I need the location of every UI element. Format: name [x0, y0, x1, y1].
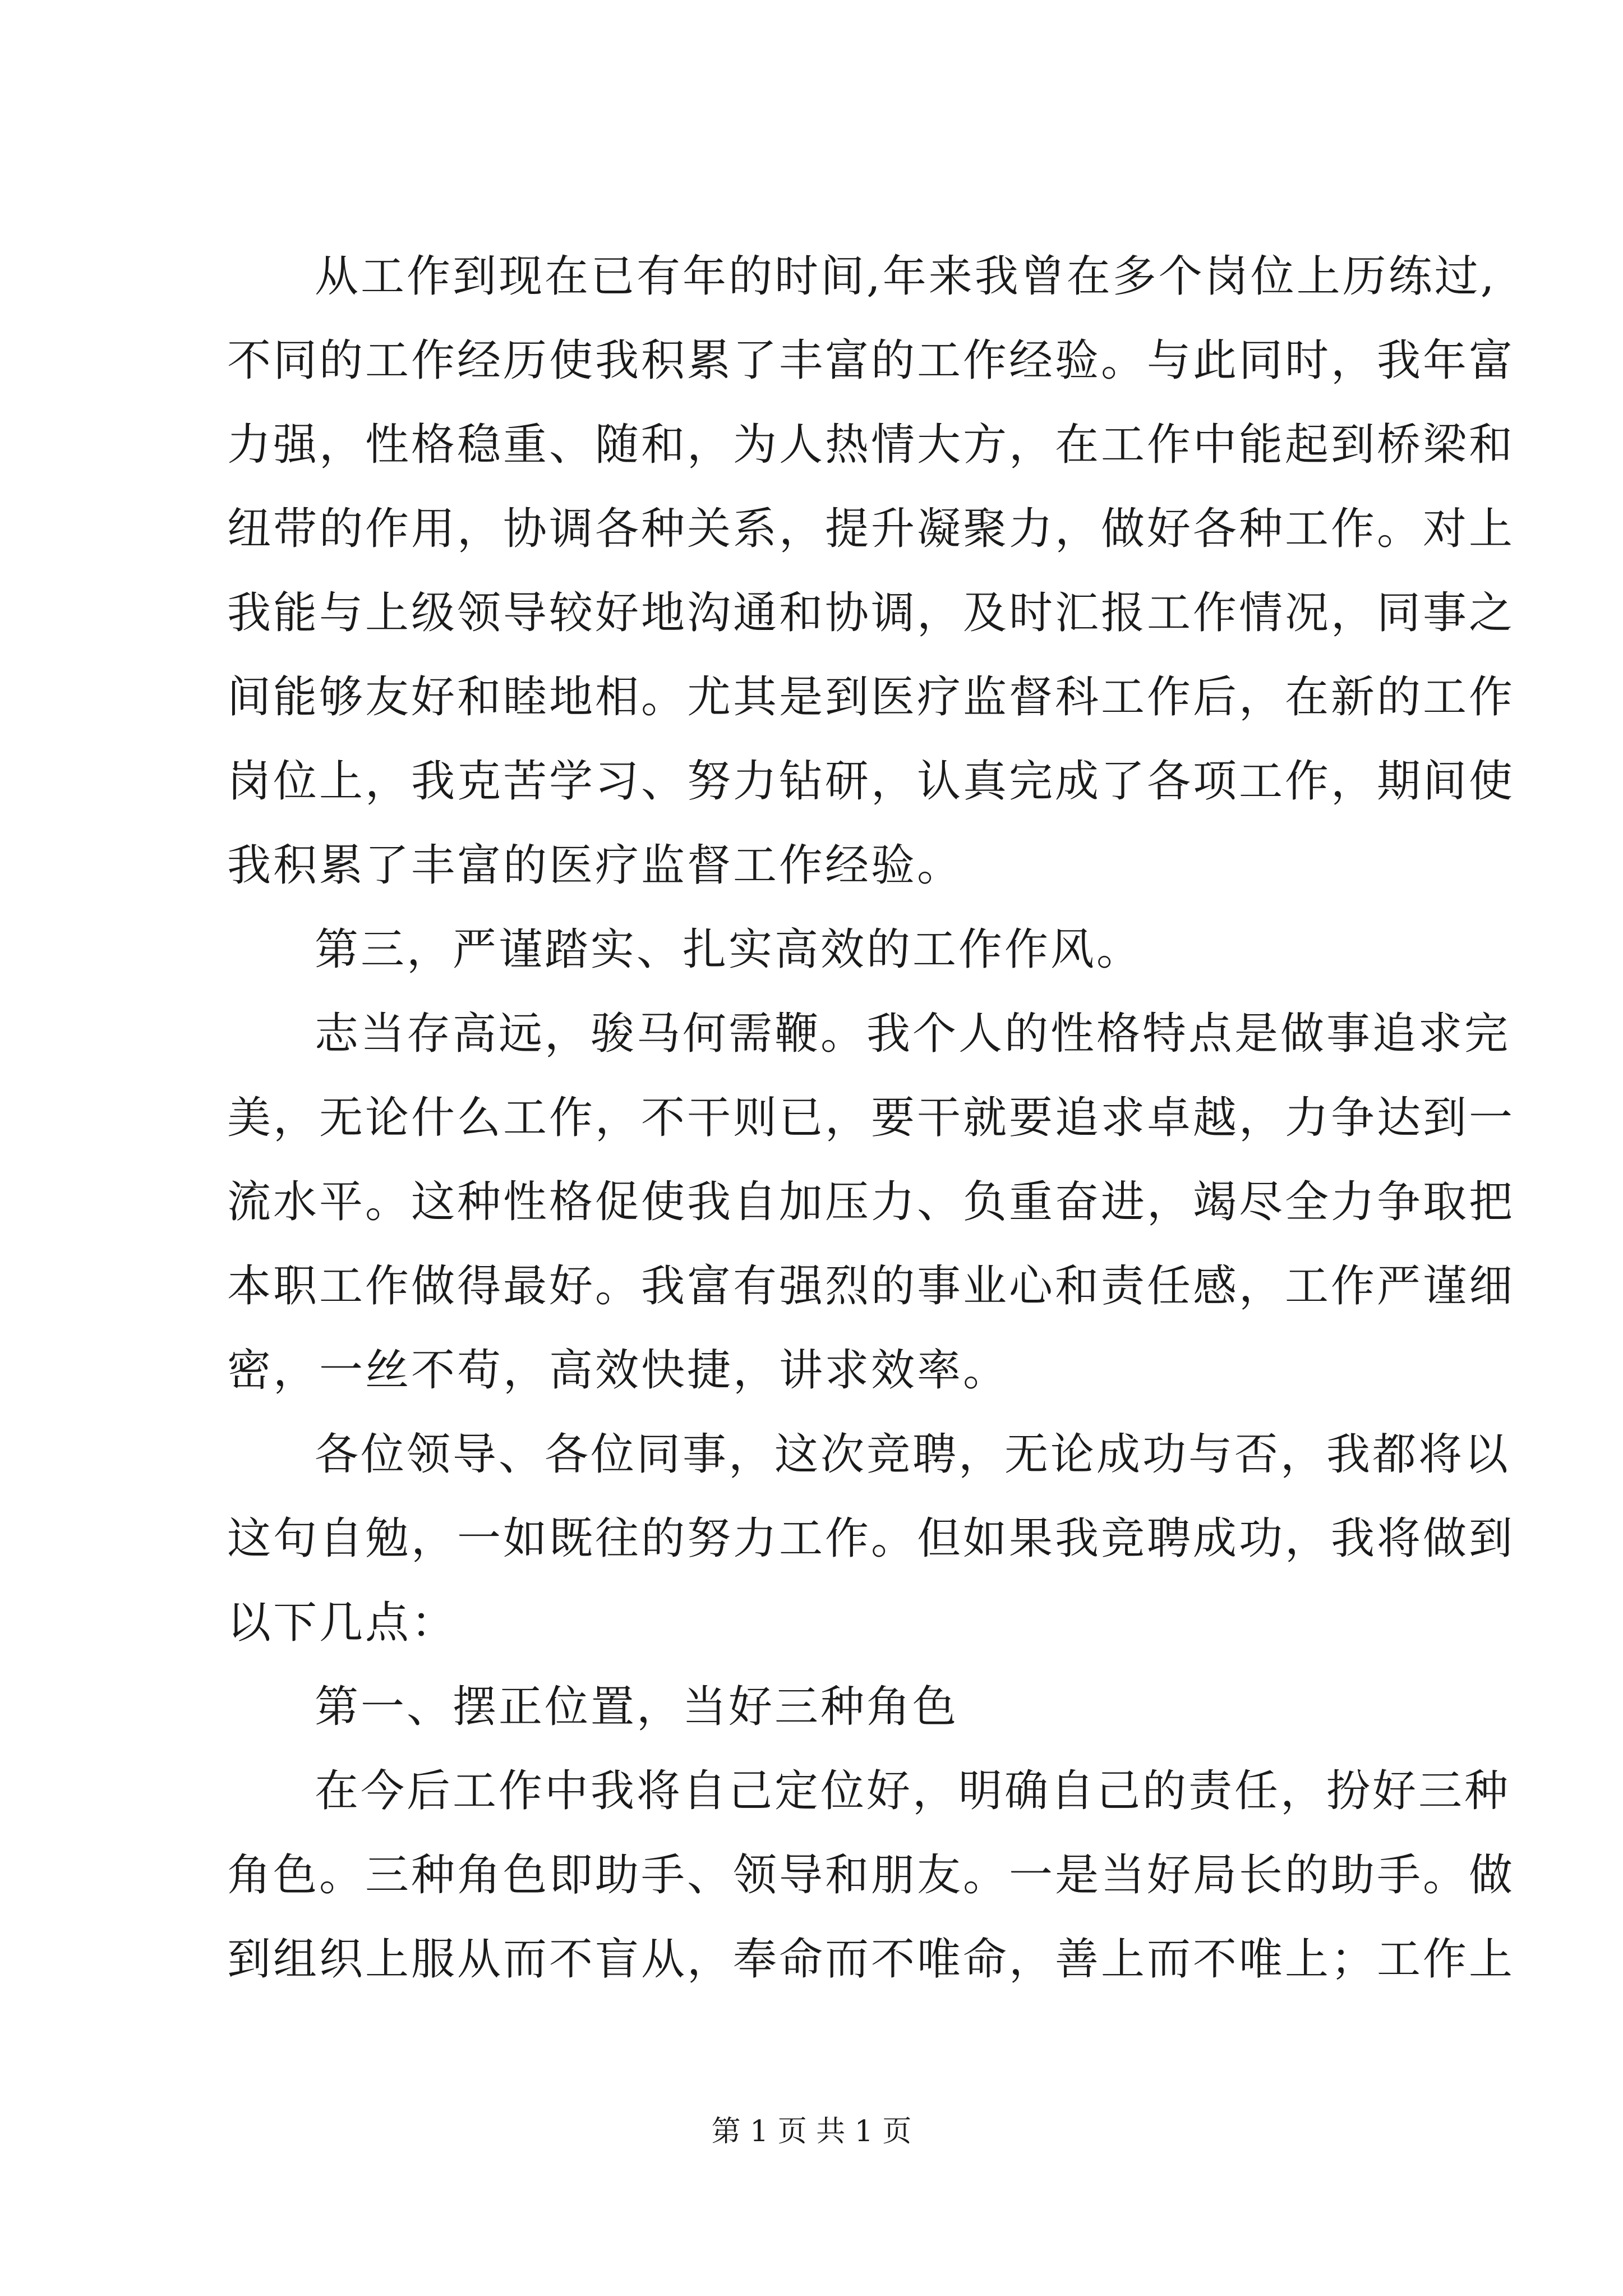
- paragraph-line: 在今后工作中我将自己定位好，明确自己的责任，扮好三种: [315, 1766, 1511, 1816]
- paragraph-line: 以下几点：: [227, 1598, 458, 1648]
- paragraph-line: 志当存高远，骏马何需鞭。我个人的性格特点是做事追求完: [315, 1009, 1511, 1059]
- paragraph-line: 我能与上级领导较好地沟通和协调，及时汇报工作情况，同事之: [227, 588, 1515, 638]
- paragraph-line: 岗位上，我克苦学习、努力钻研，认真完成了各项工作，期间使: [227, 756, 1515, 807]
- paragraph-line: 纽带的作用，协调各种关系，提升凝聚力，做好各种工作。对上: [227, 504, 1515, 554]
- document-body: [227, 234, 1515, 2001]
- paragraph-line: 从工作到现在已有年的时间,年来我曾在多个岗位上历练过,: [315, 251, 1497, 302]
- paragraph-line: 这句自勉，一如既往的努力工作。但如果我竞聘成功，我将做到: [227, 1513, 1515, 1564]
- paragraph-line: 力强，性格稳重、随和，为人热情大方，在工作中能起到桥梁和: [227, 420, 1515, 470]
- paragraph-line: 到组织上服从而不盲从，奉命而不唯命，善上而不唯上；工作上: [227, 1934, 1515, 1985]
- paragraph-line: 密，一丝不苟，高效快捷，讲求效率。: [227, 1345, 1009, 1396]
- section-heading: 第一、摆正位置，当好三种角色: [315, 1682, 959, 1732]
- section-heading: 第三，严谨踏实、扎实高效的工作作风。: [315, 924, 1143, 975]
- paragraph-line: 角色。三种角色即助手、领导和朋友。一是当好局长的助手。做: [227, 1850, 1515, 1901]
- paragraph-line: 我积累了丰富的医疗监督工作经验。: [227, 840, 963, 891]
- paragraph-line: 不同的工作经历使我积累了丰富的工作经验。与此同时，我年富: [227, 335, 1515, 386]
- paragraph-line: 各位领导、各位同事，这次竞聘，无论成功与否，我都将以: [315, 1429, 1511, 1480]
- paragraph-line: 间能够友好和睦地相。尤其是到医疗监督科工作后，在新的工作: [227, 672, 1515, 723]
- page-number-footer: 第 1 页 共 1 页: [711, 2115, 912, 2148]
- paragraph-line: 美，无论什么工作，不干则已，要干就要追求卓越，力争达到一: [227, 1093, 1515, 1143]
- paragraph-line: 流水平。这种性格促使我自加压力、负重奋进，竭尽全力争取把: [227, 1177, 1515, 1227]
- paragraph-line: 本职工作做得最好。我富有强烈的事业心和责任感，工作严谨细: [227, 1261, 1515, 1312]
